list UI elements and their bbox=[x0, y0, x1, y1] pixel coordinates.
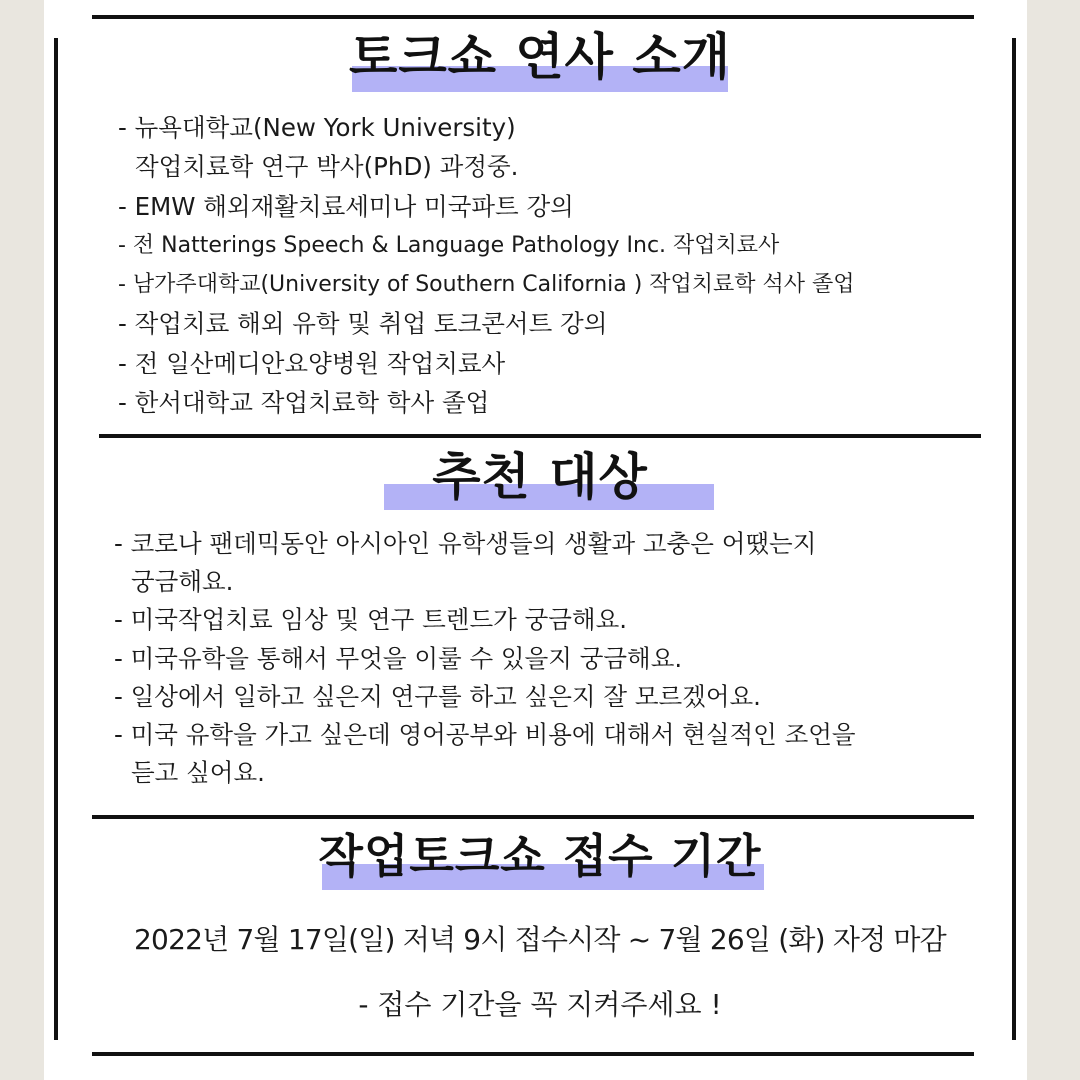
audience-section-title: 추천 대상 bbox=[432, 448, 648, 506]
list-item: 듣고 싶어요. bbox=[131, 758, 265, 788]
registration-section-title: 작업토크쇼 접수 기간 bbox=[318, 829, 762, 883]
list-item: - EMW 해외재활치료세미나 미국파트 강의 bbox=[118, 191, 574, 221]
audience-list bbox=[114, 525, 856, 792]
bottom-divider bbox=[92, 1052, 974, 1056]
list-item: - 전 Natterings Speech & Language Pathology Inc. 작업치료사 bbox=[118, 232, 780, 258]
speaker-section-title: 토크쇼 연사 소개 bbox=[349, 28, 731, 86]
list-item: - 작업치료 해외 유학 및 취업 토크콘서트 강의 bbox=[118, 309, 608, 339]
list-item: - 코로나 팬데믹동안 아시아인 유학생들의 생활과 고충은 어땠는지 bbox=[114, 529, 817, 558]
list-item: - 한서대학교 작업치료학 학사 졸업 bbox=[118, 388, 490, 418]
divider-1 bbox=[99, 434, 981, 438]
list-item: 궁금해요. bbox=[131, 567, 234, 597]
list-item: - 일상에서 일하고 싶은지 연구를 하고 싶은지 잘 모르겠어요. bbox=[114, 681, 761, 711]
speaker-bio-list bbox=[118, 108, 855, 422]
list-item: - 미국작업치료 임상 및 연구 트렌드가 궁금해요. bbox=[114, 605, 628, 635]
registration-note: - 접수 기간을 꼭 지켜주세요 ! bbox=[358, 988, 722, 1021]
list-item: - 전 일산메디안요양병원 작업치료사 bbox=[118, 348, 506, 378]
divider-2 bbox=[92, 815, 974, 819]
list-item: - 남가주대학교(University of Southern California ) 작업치료학 석사 졸업 bbox=[118, 272, 855, 298]
registration-period: 2022년 7월 17일(일) 저녁 9시 접수시작 ~ 7월 26일 (화) 자정 마감 bbox=[134, 923, 946, 956]
list-item: - 미국 유학을 가고 싶은데 영어공부와 비용에 대해서 현실적인 조언을 bbox=[114, 720, 856, 750]
list-item: - 미국유학을 통해서 무엇을 이룰 수 있을지 궁금해요. bbox=[114, 643, 683, 673]
list-item: 작업치료학 연구 박사(PhD) 과정중. bbox=[135, 152, 519, 182]
top-divider bbox=[92, 15, 974, 19]
list-item: - 뉴욕대학교(New York University) bbox=[118, 113, 516, 142]
right-border bbox=[1012, 38, 1016, 1040]
left-border bbox=[54, 38, 58, 1040]
